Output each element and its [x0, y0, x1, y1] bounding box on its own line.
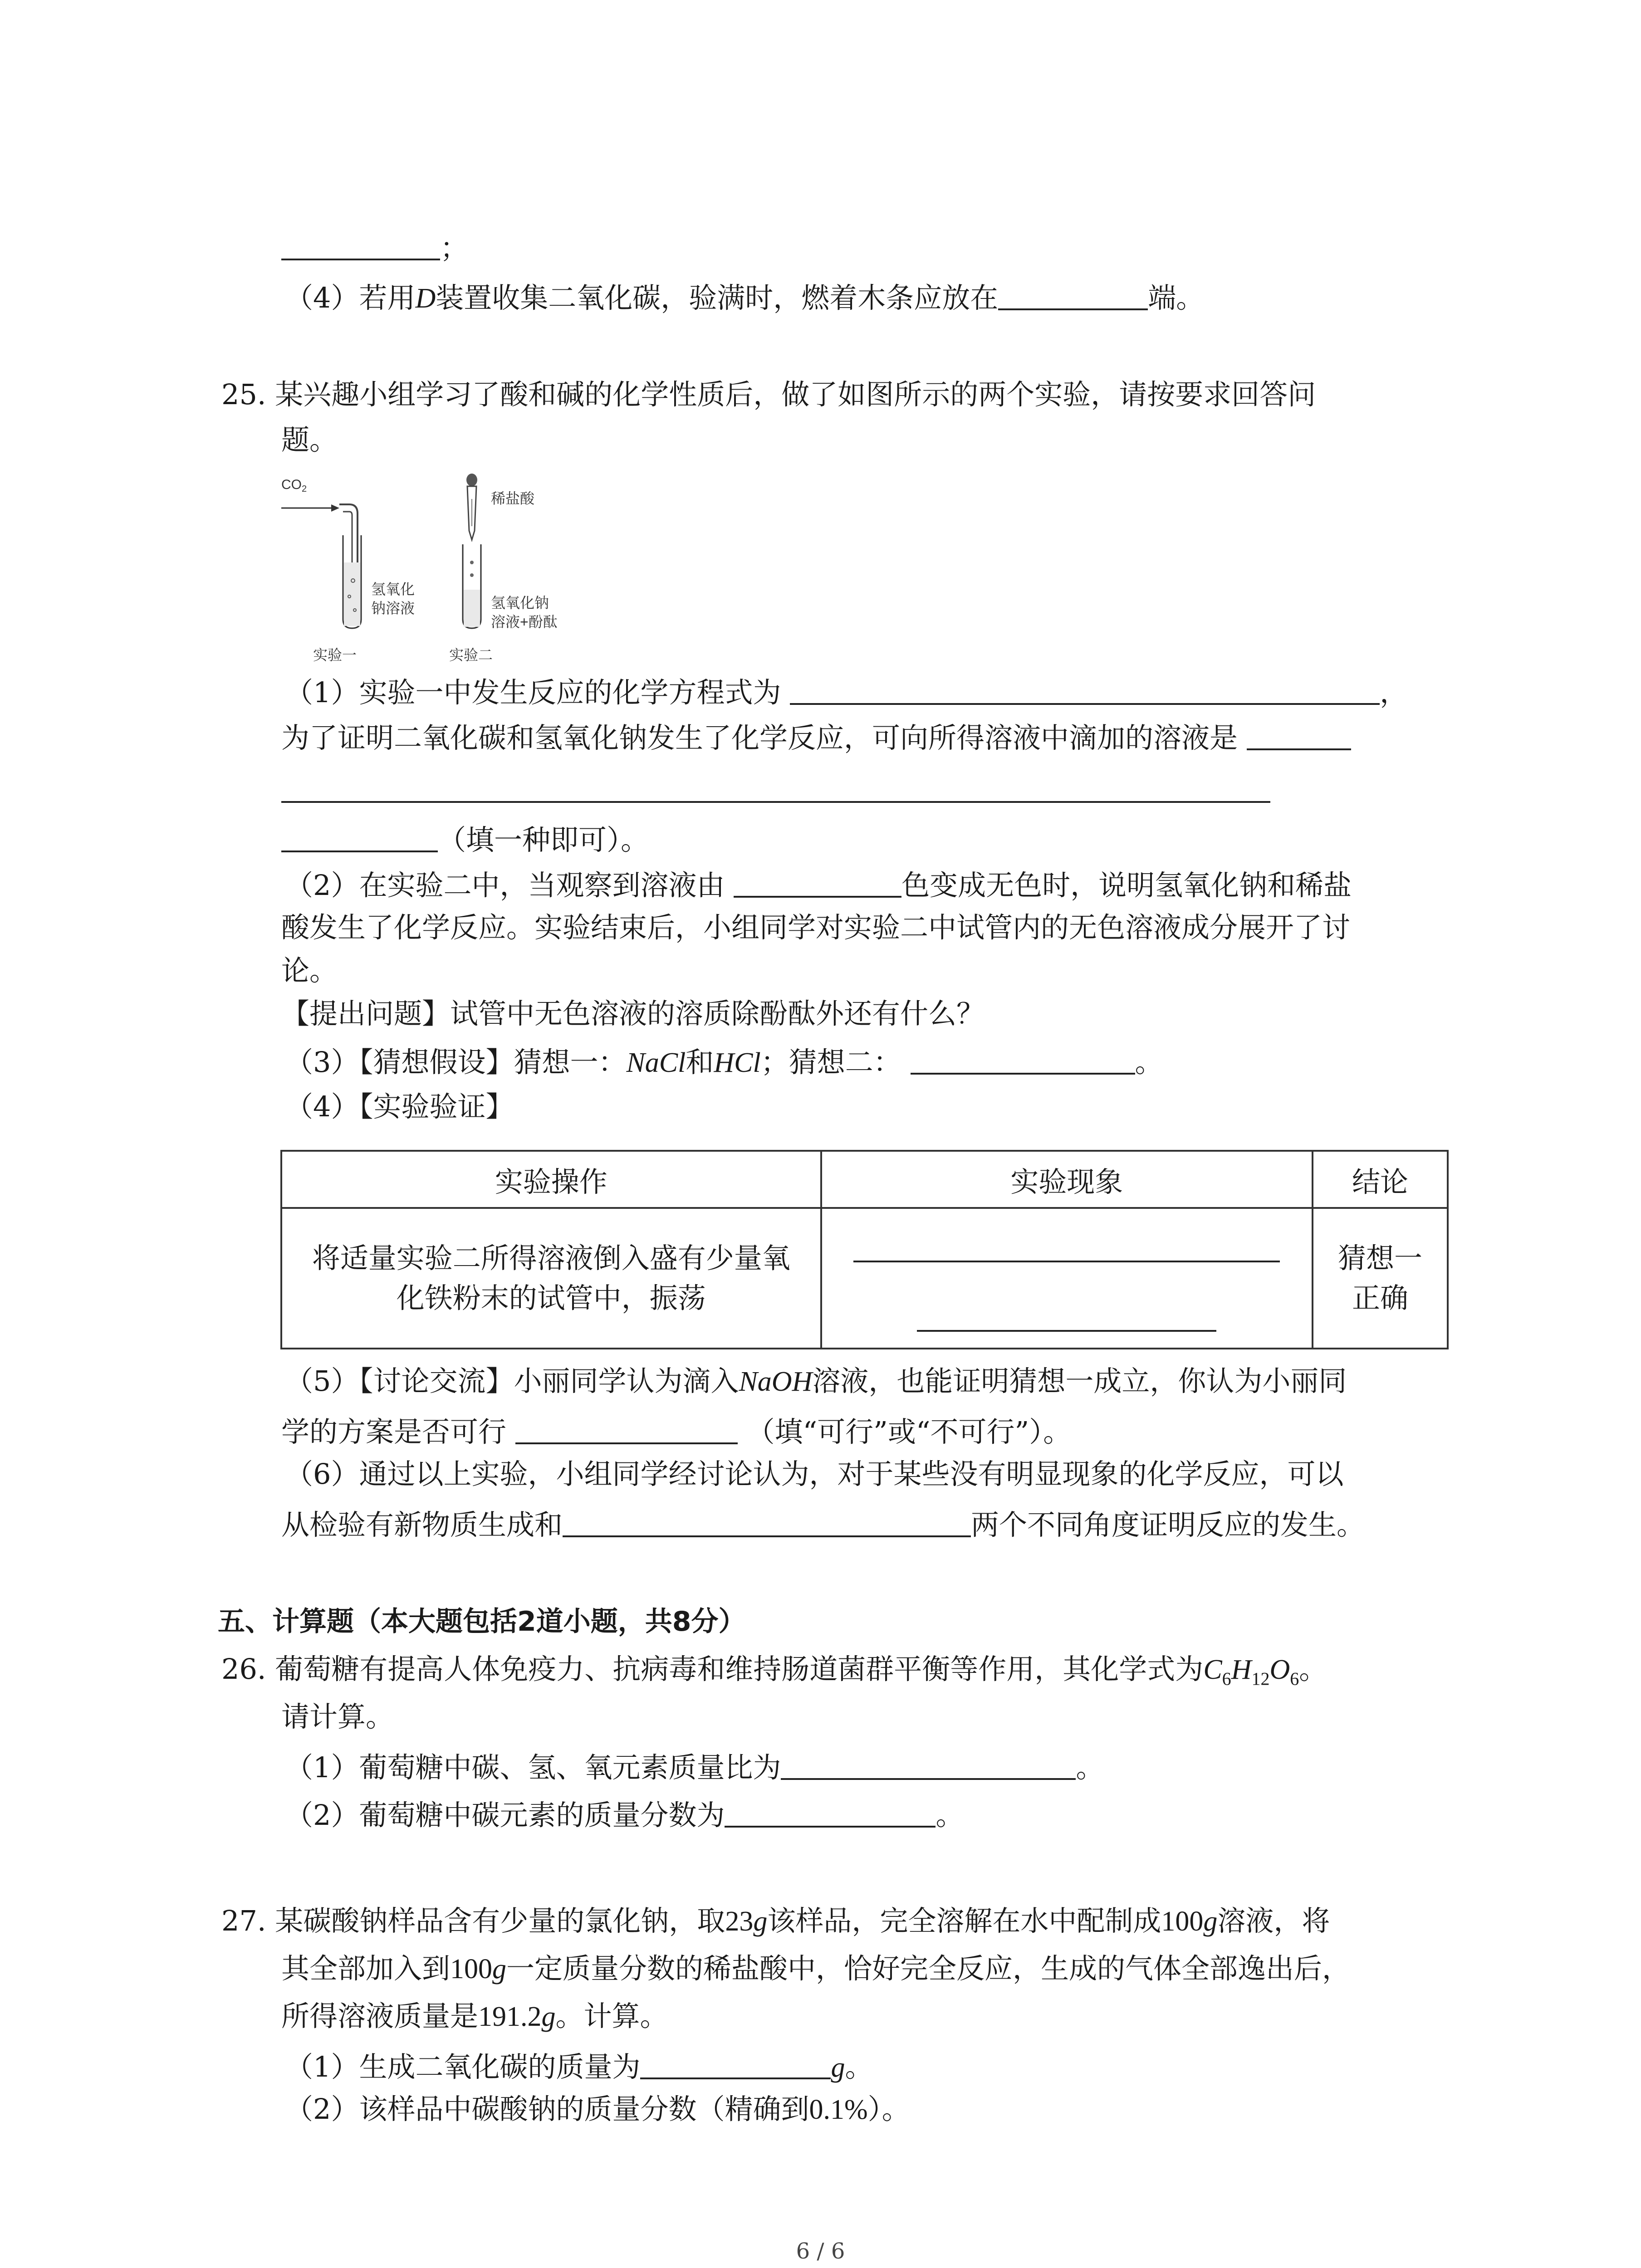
answer-blank[interactable]	[853, 1261, 1280, 1262]
q27-part2: （2）该样品中碳酸钠的质量分数（精确到0.1%）。	[285, 2092, 910, 2126]
q25-part2-line2: 酸发生了化学反应。实验结束后，小组同学对实验二中试管内的无色溶液成分展开了讨	[281, 911, 1351, 944]
answer-blank[interactable]	[911, 1041, 1135, 1075]
experiment-figure	[281, 472, 617, 671]
answer-blank[interactable]	[998, 277, 1148, 310]
q27-stem-line3: 所得溶液质量是191.2g。计算。	[281, 1999, 668, 2033]
answer-blank[interactable]	[281, 227, 440, 260]
q25-part6-line2: 从检验有新物质生成和 两个不同角度证明反应的发生。	[281, 1504, 1365, 1543]
q25-question: 【提出问题】试管中无色溶液的溶质除酚酞外还有什么？	[281, 997, 985, 1030]
q26-stem-line2: 请计算。	[281, 1700, 394, 1733]
q26-part1: （1）葡萄糖中碳、氢、氧元素质量比为 。	[285, 1746, 1104, 1786]
q25-stem-line1: 25. 某兴趣小组学习了酸和碱的化学性质后，做了如图所示的两个实验，请按要求回答问	[221, 378, 1316, 411]
naoh-solution-icon	[344, 562, 360, 626]
drop-icon	[470, 561, 474, 564]
exp2-caption: 实验二	[449, 647, 493, 663]
q25-part1-line2: 为了证明二氧化碳和氢氧化钠发生了化学反应，可向所得溶液中滴加的溶液是	[281, 717, 1351, 756]
q25-part2-line1: （2）在实验二中，当观察到溶液由 色变成无色时，说明氢氧化钠和稀盐	[285, 864, 1352, 904]
q27-stem-line2: 其全部加入到100g一定质量分数的稀盐酸中，恰好完全反应，生成的气体全部逸出后，	[281, 1952, 1351, 1985]
q26-part2: （2）葡萄糖中碳元素的质量分数为 。	[285, 1794, 964, 1833]
answer-blank-continued[interactable]	[281, 801, 1270, 803]
exp2-label-line1: 氢氧化钠	[491, 595, 549, 611]
exp1-label-line1: 氢氧化	[371, 581, 415, 597]
q25-part5-line1: （5）【讨论交流】小丽同学认为滴入NaOH溶液，也能证明猜想一成立，你认为小丽同	[285, 1364, 1347, 1398]
answer-blank[interactable]	[734, 864, 901, 898]
q26-stem-line1: 26. 葡萄糖有提高人体免疫力、抗病毒和维持肠道菌群平衡等作用，其化学式为$C_6H_{12}O_6$。	[221, 1652, 1327, 1689]
acid-label: 稀盐酸	[491, 490, 535, 507]
q27-stem-line1: 27. 某碳酸钠样品含有少量的氯化钠，取23g该样品，完全溶解在水中配制成100g溶液，将	[221, 1904, 1330, 1937]
q25-stem-line2: 题。	[281, 423, 338, 456]
experiment-table	[280, 1150, 1449, 1349]
q25-part2-line3: 论。	[281, 954, 338, 987]
table-header-operation: 实验操作	[281, 1151, 821, 1208]
q25-part5-line2: 学的方案是否可行 （填“可行”或“不可行”）。	[281, 1411, 1071, 1450]
exp2-label-line2: 溶液+酚酞	[491, 614, 558, 630]
exp1-label-line2: 钠溶液	[371, 600, 415, 616]
arrow-head-icon	[331, 504, 339, 512]
table-cell-operation: 将适量实验二所得溶液倒入盛有少量氧 化铁粉末的试管中，振荡	[281, 1208, 821, 1349]
answer-blank[interactable]	[781, 1746, 1076, 1780]
q25-part4: （4）【实验验证】	[285, 1090, 514, 1123]
answer-blank[interactable]	[563, 1504, 971, 1537]
q25-part3: （3）【猜想假设】猜想一：NaCl和HCl；猜想二： 。	[285, 1041, 1163, 1081]
table-header-phenomenon: 实验现象	[821, 1151, 1313, 1208]
q27-part1: （1）生成二氧化碳的质量为 g。	[285, 2046, 873, 2086]
table-cell-phenomenon	[821, 1208, 1313, 1349]
answer-blank[interactable]	[790, 671, 1380, 705]
experiment-diagram	[281, 472, 617, 671]
q24-tail-line: ；	[281, 227, 468, 266]
q25-part1-line3: （填一种即可）。	[281, 819, 649, 858]
answer-blank[interactable]	[1247, 717, 1351, 750]
exp1-caption: 实验一	[313, 647, 357, 663]
table-cell-conclusion: 猜想一 正确	[1313, 1208, 1448, 1349]
page-number: 6 / 6	[796, 2239, 845, 2264]
answer-blank[interactable]	[725, 1794, 936, 1828]
dropper-bulb-icon	[466, 474, 477, 486]
naoh-phenolphthalein-icon	[464, 590, 480, 627]
q25-part6-line1: （6）通过以上实验，小组同学经讨论认为，对于某些没有明显现象的化学反应，可以	[285, 1457, 1344, 1491]
q25-part1-line1: （1）实验一中发生反应的化学方程式为 ，	[285, 671, 1408, 711]
section-5-title: 五、计算题（本大题包括2道小题，共8分）	[218, 1606, 746, 1637]
co2-label: $CO_2$	[281, 477, 307, 494]
answer-blank[interactable]	[640, 2046, 831, 2079]
answer-blank[interactable]	[917, 1330, 1216, 1332]
answer-blank[interactable]	[515, 1411, 738, 1444]
answer-blank[interactable]	[281, 819, 438, 852]
table-header-conclusion: 结论	[1313, 1151, 1448, 1208]
q24-part4: （4）若用D装置收集二氧化碳，验满时，燃着木条应放在 端。	[285, 277, 1204, 317]
